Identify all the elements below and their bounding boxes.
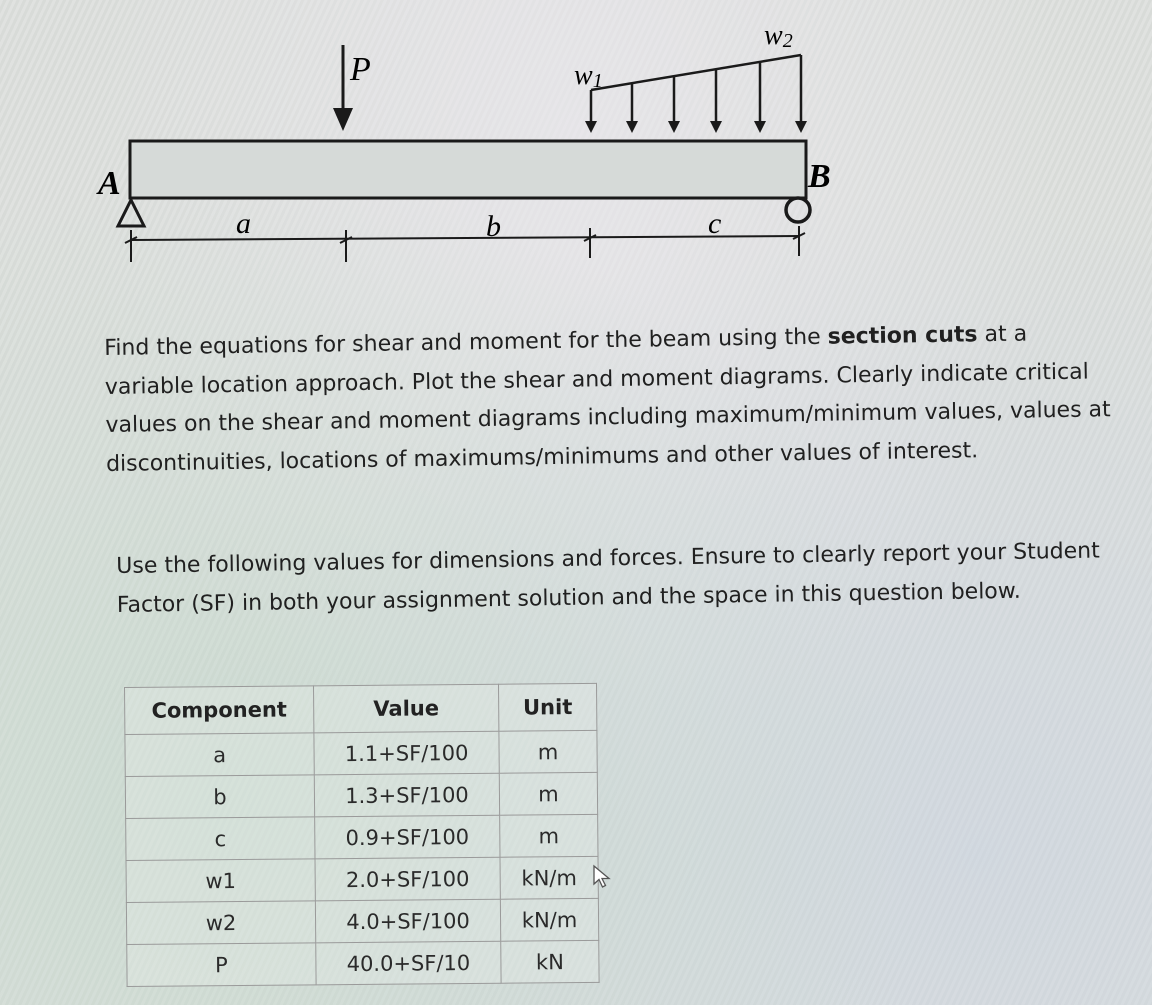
beam [130,141,806,198]
instructions-paragraph-2: Use the following values for dimensions and forces. Ensure to clearly report your Student Factor (SF) in both your assignment solution and the space in this question below. [116,538,1100,618]
dimension-line [125,226,805,262]
cell-component: a [125,733,314,777]
w2-label: w2 [764,20,793,52]
cell-component: w1 [126,859,315,903]
section-cuts-emphasis: section cuts [827,322,978,350]
header-unit: Unit [498,683,596,731]
cell-unit: m [500,814,598,857]
cell-unit: kN/m [500,856,598,899]
mouse-cursor-icon [592,864,616,890]
dim-a-label: a [236,207,251,240]
distributed-load [591,55,801,130]
cell-value: 1.1+SF/100 [314,731,499,775]
cell-value: 2.0+SF/100 [315,857,500,901]
support-a-label: A [98,165,121,202]
cell-unit: kN/m [500,898,598,941]
table-row [126,814,598,860]
point-load-label: P [350,51,371,88]
table-header-row [125,683,597,734]
pin-support-a [118,200,144,226]
w1-label: w1 [574,60,603,92]
support-b-label: B [808,158,831,195]
cell-component: P [127,943,316,987]
header-value: Value [313,684,498,733]
values-table-container [124,683,600,987]
table-row [126,856,598,902]
table-row [125,730,597,776]
cell-unit: kN [501,940,599,983]
cell-component: c [126,817,315,861]
cell-unit: m [499,772,597,815]
dim-b-label: b [486,210,501,243]
beam-diagram [0,0,1152,300]
cell-unit: m [499,730,597,773]
roller-support-b [786,198,810,222]
cell-value: 1.3+SF/100 [314,773,499,817]
instructions-paragraph-1: Find the equations for shear and moment for the beam using the section cuts at a variable location approach. Plot the shear and moment diagrams. Clearly indicate critical values on the shear and moment diagrams including maximum/minimum values, values at discontinuities, locations of maximums/minimums and other values of interest. [104,321,1111,477]
dim-c-label: c [708,207,722,240]
header-component: Component [125,686,314,735]
cell-value: 40.0+SF/10 [316,941,501,985]
cell-component: w2 [126,901,315,945]
cell-value: 0.9+SF/100 [315,815,500,859]
table-row [125,772,597,818]
distributed-load-arrowheads [585,121,807,133]
values-table [124,683,600,987]
cell-component: b [125,775,314,819]
table-row [126,898,598,944]
table-row [127,940,599,986]
cell-value: 4.0+SF/100 [315,899,500,943]
